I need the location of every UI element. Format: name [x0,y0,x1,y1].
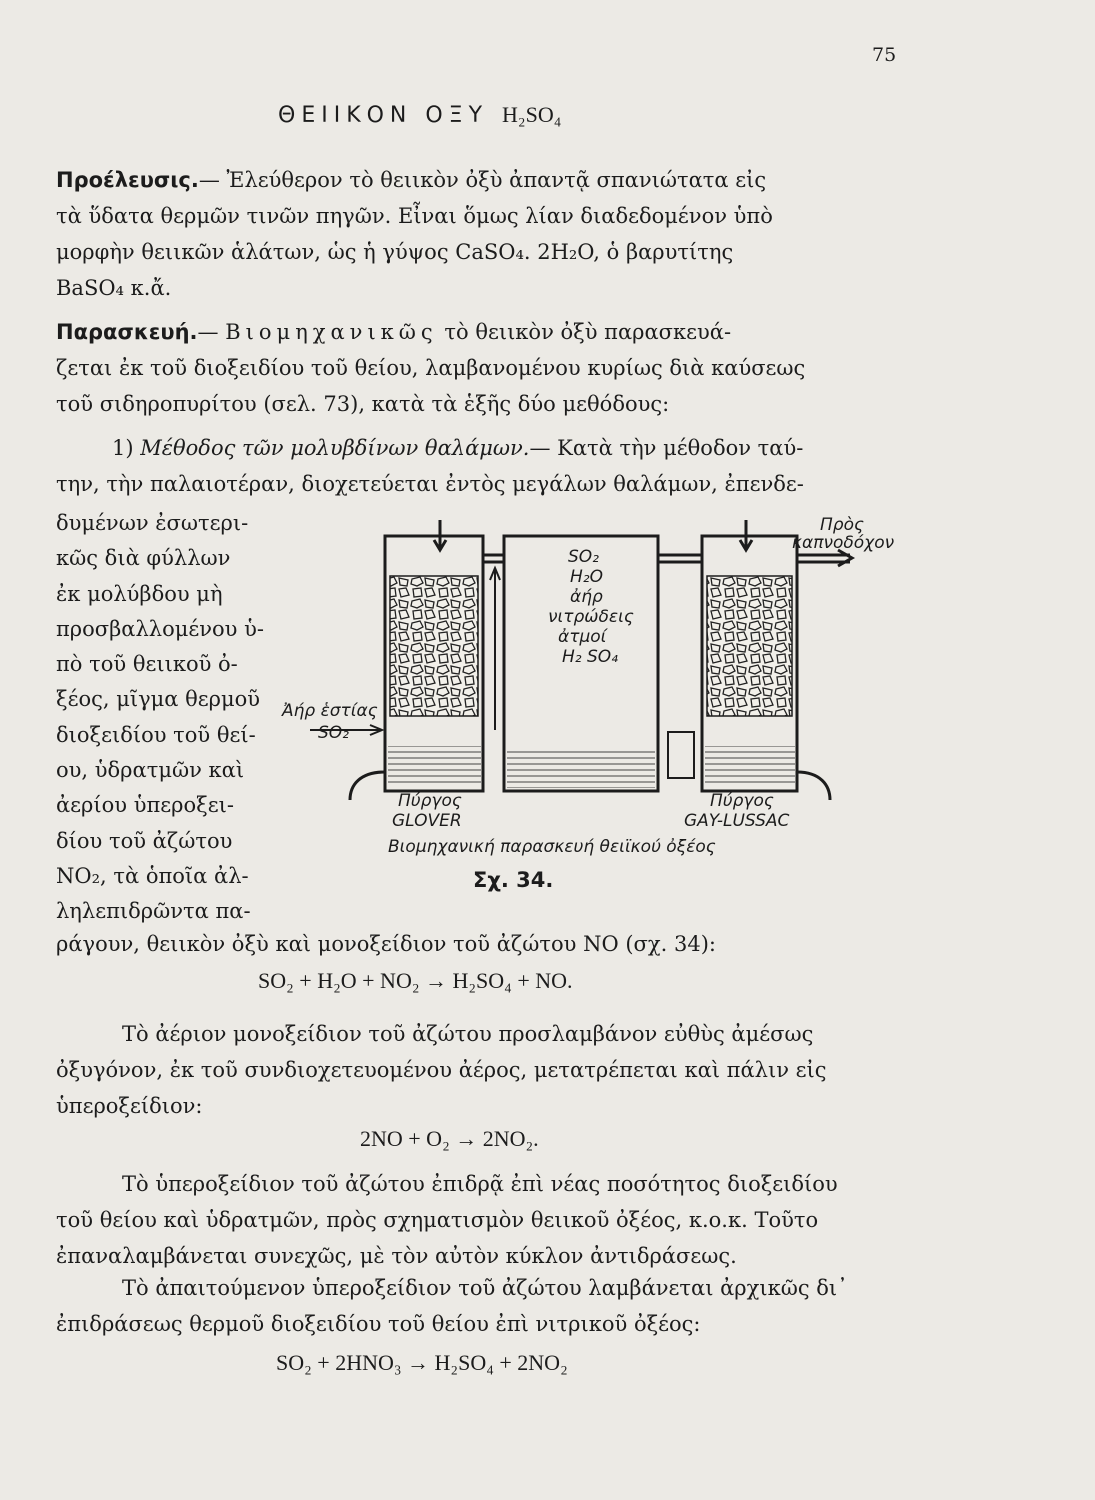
label-air: ἀήρ [570,587,603,607]
narrow-line: ἐκ μολύβδου μὴ [56,581,223,606]
label-chimney-2: καπνοδόχον [792,533,895,553]
title-text: ΘΕΙΙΚΟΝ ΟΞΥ [278,103,489,128]
after-figure-line: ράγουν, θειικὸν ὀξὺ καὶ μονοξείδιον τοῦ ἀζώτου NO (σχ. 34): [56,932,716,956]
label-so2: SO₂ [568,547,599,567]
label-glover-2: GLOVER [392,811,462,831]
method-title: Μέθοδος τῶν μολυβδίνων θαλάμων. [140,436,530,460]
narrow-line: NO₂, τὰ ὁποῖα ἀλ- [56,863,249,888]
label-gay-lussac-1: Πύργος [710,791,774,811]
page-title [278,102,561,128]
preparation-line-2: ζεται ἐκ τοῦ διοξειδίου τοῦ θείου, λαμβανομένου κυρίως διὰ καύσεως [56,356,806,380]
method-paragraph [56,430,904,502]
label-nitrous-2: ἀτμοί [558,627,607,647]
label-furnace-1: Ἀήρ ἑστίας [282,701,378,721]
narrow-line: προσβαλλομένου ὑ- [56,616,264,641]
narrow-line: ξέος, μῖγμα θερμοῦ [56,687,261,712]
drain-gay-lussac [797,772,830,800]
para-required-line-2: ἐπιδράσεως θερμοῦ διοξειδίου τοῦ θείου ἐπὶ νιτρικοῦ ὀξέος: [56,1312,701,1336]
para-no-line-1: Τὸ ἀέριον μονοξείδιον τοῦ ἀζώτου προσλαμβάνον εὐθὺς ἀμέσως [122,1022,814,1046]
narrow-line: διοξειδίου τοῦ θεί- [56,722,256,747]
narrow-line: ου, ὑδρατμῶν καὶ [56,758,245,783]
chamber-liquid [507,748,655,788]
glover-packing [390,576,478,716]
preparation-line-3: τοῦ σιδηροπυρίτου (σελ. 73), κατὰ τὰ ἑξῆς δύο μεθόδους: [56,392,670,416]
para-no2-line-1: Τὸ ὑπεροξείδιον τοῦ ἀζώτου ἐπιδρᾷ ἐπὶ νέας ποσότητος διοξειδίου [122,1172,838,1196]
figure-caption: Σχ. 34. [473,868,554,892]
method-line-2: την, τὴν παλαιοτέραν, διοχετεύεται ἐντὸς μεγάλων θαλάμων, ἐπενδε- [56,472,804,496]
label-glover-1: Πύργος [398,791,462,811]
narrow-line: δυμένων ἐσωτερι- [56,511,249,535]
preparation-heading: Παρασκευή. [56,320,198,344]
paragraph-no-oxidation [56,1016,904,1124]
narrow-line: πὸ τοῦ θειικοῦ ὀ- [56,652,238,677]
paragraph-no2-reaction [56,1166,904,1274]
arrow-chamber-up [490,568,500,730]
label-furnace-2: SO₂ [318,723,349,743]
para-no-line-2: ὀξυγόνον, ἐκ τοῦ συνδιοχετευομένου ἀέρος, μετατρέπεται καὶ πάλιν εἰς [56,1058,827,1082]
glover-liquid [388,746,481,786]
equation-2: 2NO + O₂ → 2NO₂. [360,1126,539,1151]
pipe-chamber-to-gay-lussac [658,555,702,562]
narrow-line: ληλεπιδρῶντα πα- [56,899,251,924]
preparation-spaced-word: Βιομηχανικῶς [225,320,438,344]
method-number: 1) [112,436,134,460]
para-required-line-1: Τὸ ἀπαιτούμενον ὑπεροξείδιον τοῦ ἀζώτου λαμβάνεται ἀρχικῶς δι᾽ [122,1276,848,1300]
narrow-line: δίου τοῦ ἀζώτου [56,828,233,853]
origin-line-4: BaSO₄ κ.ἄ. [56,276,172,300]
label-gay-lussac-2: GAY-LUSSAC [684,811,790,831]
pipe-glover-to-chamber [483,555,504,562]
pipe-outlet [797,555,850,562]
label-chimney-1: Πρὸς [820,515,864,535]
title-formula: H₂SO₄ [502,102,562,127]
narrow-line: κῶς διὰ φύλλων [56,546,231,571]
para-no-line-3: ὑπεροξείδιον: [56,1094,203,1118]
drain-glover [350,772,385,800]
gay-lussac-liquid [705,746,795,786]
label-nitrous-1: νιτρώδεις [548,607,634,627]
narrow-line: ἀερίου ὑπεροξει- [56,793,234,818]
paragraph-required-no2 [56,1270,904,1342]
chamber-gate [668,732,694,778]
origin-heading: Προέλευσις. [56,168,199,192]
origin-line-3: μορφὴν θειικῶν ἁλάτων, ὡς ἡ γύψος CaSO₄. 2H₂O, ὁ βαρυτίτης [56,240,734,264]
label-h2so4: H₂ SO₄ [562,647,618,667]
origin-line-1: — Ἐλεύθερον τὸ θειικὸν ὀξὺ ἀπαντᾷ σπανιώτατα εἰς [198,168,767,192]
gay-lussac-packing [707,576,792,716]
narrow-column-text [56,506,286,930]
equation-3: SO₂ + 2HNO₃ → H₂SO₄ + 2NO₂ [276,1350,568,1375]
preparation-paragraph [56,314,904,422]
label-h2o: H₂O [570,567,603,587]
origin-paragraph [56,162,904,306]
figure-title: Βιομηχανική παρασκευή θειϊκού ὀξέος [388,837,716,857]
para-no2-line-2: τοῦ θείου καὶ ὑδρατμῶν, πρὸς σχηματισμὸν θειικοῦ ὀξέος, κ.ο.κ. Τοῦτο [56,1208,819,1232]
page-number: 75 [872,44,897,66]
method-line-1: — Κατὰ τὴν μέθοδον ταύ- [529,436,804,460]
equation-1: SO₂ + H₂O + NO₂ → H₂SO₄ + NO. [258,968,573,993]
lead-chamber-diagram [280,510,910,860]
origin-line-2: τὰ ὕδατα θερμῶν τινῶν πηγῶν. Εἶναι ὅμως λίαν διαδεδομένον ὑπὸ [56,204,773,228]
preparation-dash: — [197,320,226,344]
preparation-line-1: τὸ θειικὸν ὀξὺ παρασκευά- [437,320,732,344]
para-no2-line-3: ἐπαναλαμβάνεται συνεχῶς, μὲ τὸν αὐτὸν κύκλον ἀντιδράσεως. [56,1244,737,1268]
